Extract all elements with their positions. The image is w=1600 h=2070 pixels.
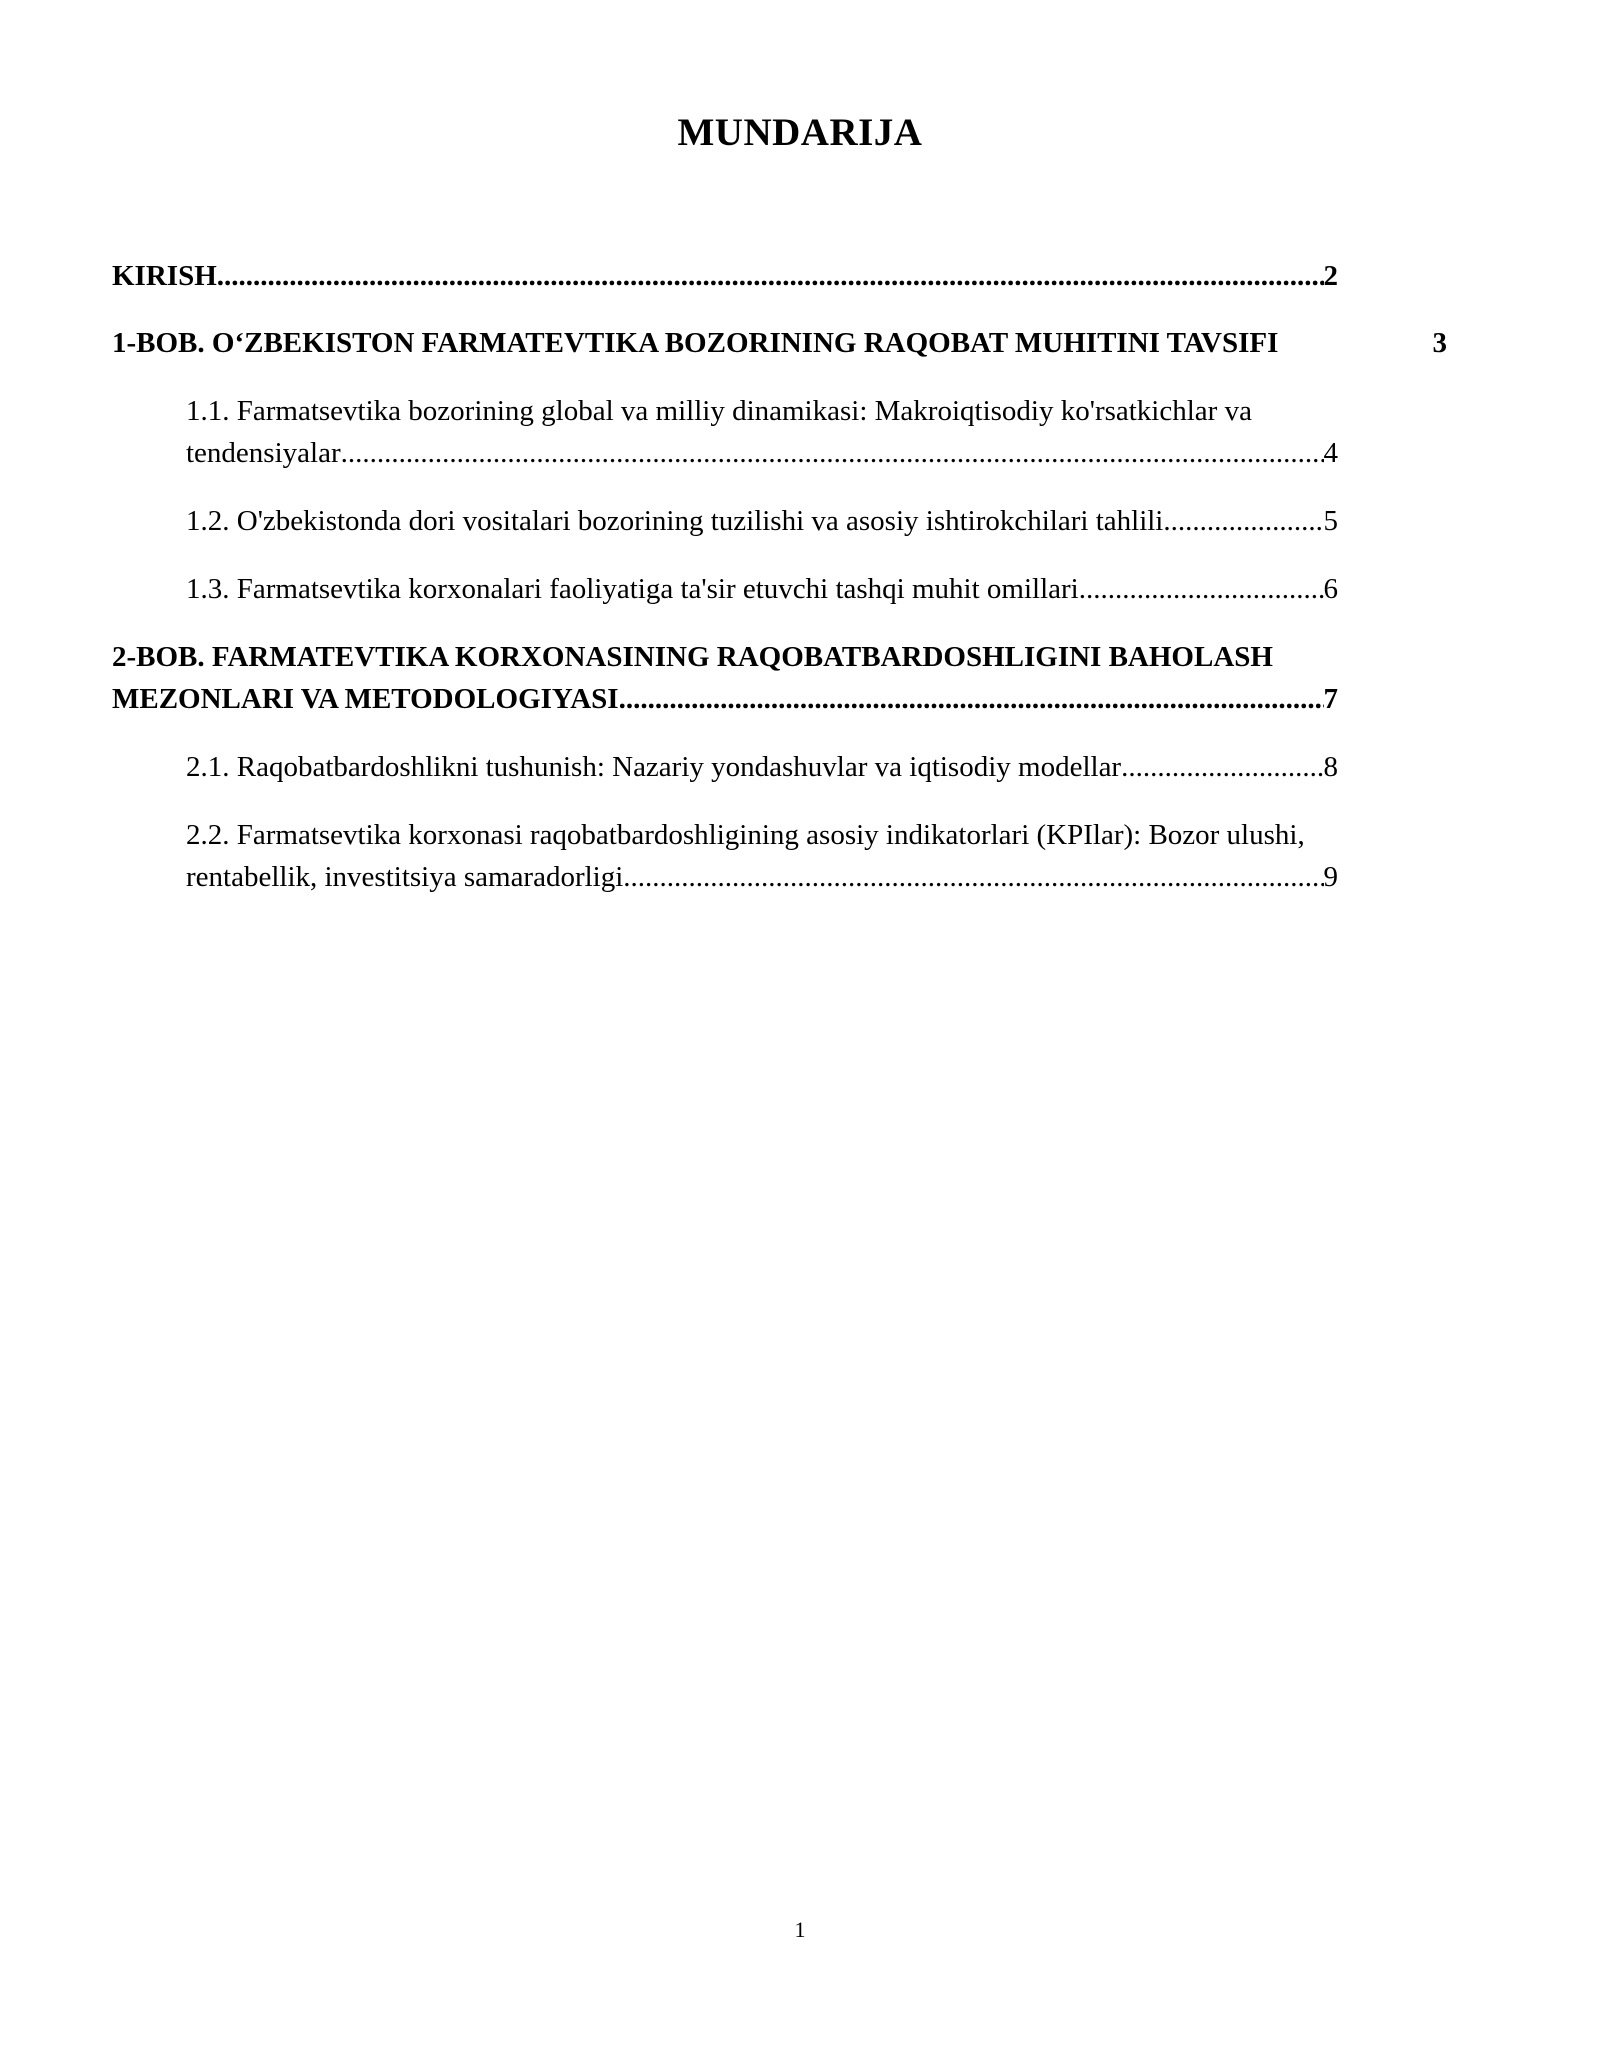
toc-page-number: 9 [1323,861,1338,893]
toc-entry-label: 1.3. Farmatsevtika korxonalari faoliyatiga ta'sir etuvchi tashqi muhit omillari [186,573,1079,605]
toc-entry-chapter-2[interactable] [112,636,1338,720]
toc-entry-section-2-1[interactable] [186,746,1338,788]
toc-entry-label: 1.2. O'zbekistonda dori vositalari bozorining tuzilishi va asosiy ishtirokchilari tahlili [186,505,1164,537]
toc-page-number: 4 [1323,437,1338,469]
toc-entry-section-2-2[interactable] [186,814,1338,898]
toc-entry-label-line2: tendensiyalar [186,437,341,469]
toc-entry-chapter-1[interactable] [112,322,1447,364]
toc-page-number: 3 [1432,327,1447,359]
toc-entry-label-line2: rentabellik, investitsiya samaradorligi [186,861,624,893]
toc-entry-label-line2: MEZONLARI VA METODOLOGIYASI [112,683,619,715]
dot-leader [217,255,1324,297]
dot-leader [1079,568,1324,610]
page-footer-number: 1 [794,1917,806,1942]
table-of-contents [112,255,1472,898]
toc-entry-section-1-3[interactable] [186,568,1338,610]
toc-entry-kirish[interactable] [112,255,1338,297]
dot-leader [341,432,1324,474]
toc-entry-section-1-1[interactable] [186,390,1338,474]
dot-leader [1163,500,1323,542]
dot-leader [619,678,1324,720]
toc-page-number: 8 [1323,751,1338,783]
page-title: MUNDARIJA [677,111,923,154]
toc-entry-section-1-2[interactable] [186,500,1338,542]
toc-page-number: 2 [1323,260,1338,292]
toc-page-number: 5 [1323,505,1338,537]
toc-entry-label: KIRISH [112,260,217,292]
dot-leader [1121,746,1323,788]
toc-page-number: 7 [1323,683,1338,715]
toc-entry-label: 2.1. Raqobatbardoshlikni tushunish: Nazariy yondashuvlar va iqtisodiy modellar [186,751,1122,783]
toc-entry-label-line1: 2-BOB. FARMATEVTIKA KORXONASINING RAQOBATBARDOSHLIGINI BAHOLASH [112,641,1273,673]
toc-entry-label: 1-BOB. O‘ZBEKISTON FARMATEVTIKA BOZORINING RAQOBAT MUHITINI TAVSIFI [112,327,1279,359]
toc-entry-label-line1: 2.2. Farmatsevtika korxonasi raqobatbardoshligining asosiy indikatorlari (KPIlar): Bozor ulushi, [186,819,1305,851]
dot-leader [623,856,1323,898]
toc-page-number: 6 [1323,573,1338,605]
toc-entry-label-line1: 1.1. Farmatsevtika bozorining global va milliy dinamikasi: Makroiqtisodiy ko'rsatkichlar va [186,395,1252,427]
